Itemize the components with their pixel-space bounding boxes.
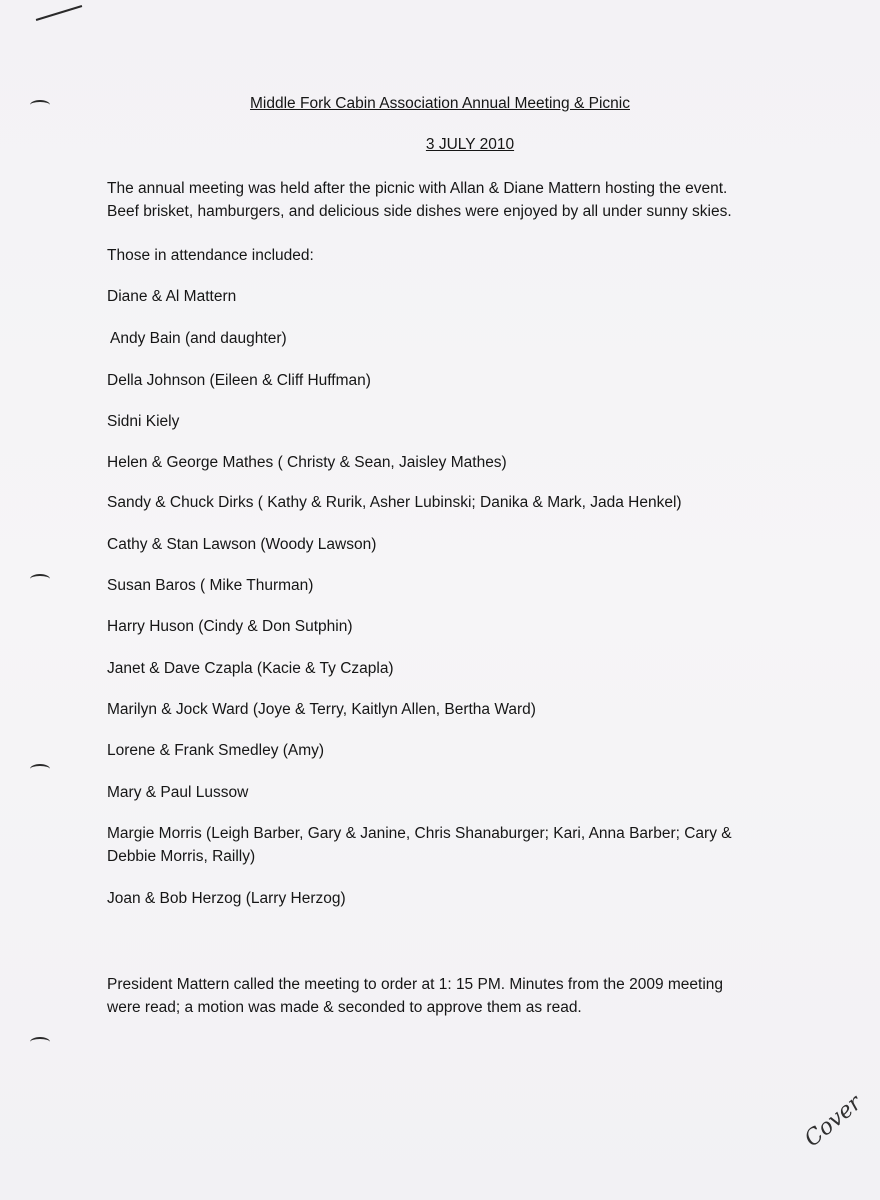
intro-paragraph [107, 177, 732, 223]
attendance-label: Those in attendance included: [107, 247, 314, 264]
attendee-entry: Harry Huson (Cindy & Don Sutphin) [107, 618, 353, 635]
attendee-entry: Lorene & Frank Smedley (Amy) [107, 742, 325, 759]
attendee-entry: Sandy & Chuck Dirks ( Kathy & Rurik, Asher Lubinski; Danika & Mark, Jada Henkel) [107, 494, 682, 511]
attendee-entry: Cathy & Stan Lawson (Woody Lawson) [107, 536, 377, 553]
intro-line: Beef brisket, hamburgers, and delicious side dishes were enjoyed by all under sunny skies. [107, 203, 732, 220]
punch-hole-mark [30, 1037, 50, 1047]
intro-line: The annual meeting was held after the picnic with Allan & Diane Mattern hosting the event. [107, 180, 728, 197]
attendee-entry: Janet & Dave Czapla (Kacie & Ty Czapla) [107, 660, 394, 677]
closing-line: were read; a motion was made & seconded to approve them as read. [107, 999, 582, 1016]
document-title: Middle Fork Cabin Association Annual Meeting & Picnic [250, 95, 630, 112]
closing-paragraph [107, 973, 723, 1019]
attendee-entry: Joan & Bob Herzog (Larry Herzog) [107, 890, 346, 907]
attendee-entry: Susan Baros ( Mike Thurman) [107, 577, 314, 594]
punch-hole-mark [30, 574, 50, 584]
pen-mark [36, 5, 82, 21]
handwritten-note: Cover [800, 1090, 867, 1153]
attendee-entry: Margie Morris (Leigh Barber, Gary & Janine, Chris Shanaburger; Kari, Anna Barber; Cary & [107, 825, 732, 842]
attendee-entry: Debbie Morris, Railly) [107, 848, 256, 865]
attendee-entry: Helen & George Mathes ( Christy & Sean, Jaisley Mathes) [107, 454, 507, 471]
attendee-entry: Sidni Kiely [107, 413, 180, 430]
punch-hole-mark [30, 764, 50, 774]
closing-line: President Mattern called the meeting to order at 1: 15 PM. Minutes from the 2009 meeting [107, 976, 724, 993]
attendee-entry: Della Johnson (Eileen & Cliff Huffman) [107, 372, 371, 389]
attendee-entry: Marilyn & Jock Ward (Joye & Terry, Kaitlyn Allen, Bertha Ward) [107, 701, 536, 718]
attendee-entry: Andy Bain (and daughter) [110, 330, 287, 347]
document-date: 3 JULY 2010 [425, 136, 515, 153]
attendee-entry: Diane & Al Mattern [107, 288, 237, 305]
attendee-entry: Mary & Paul Lussow [107, 784, 249, 801]
